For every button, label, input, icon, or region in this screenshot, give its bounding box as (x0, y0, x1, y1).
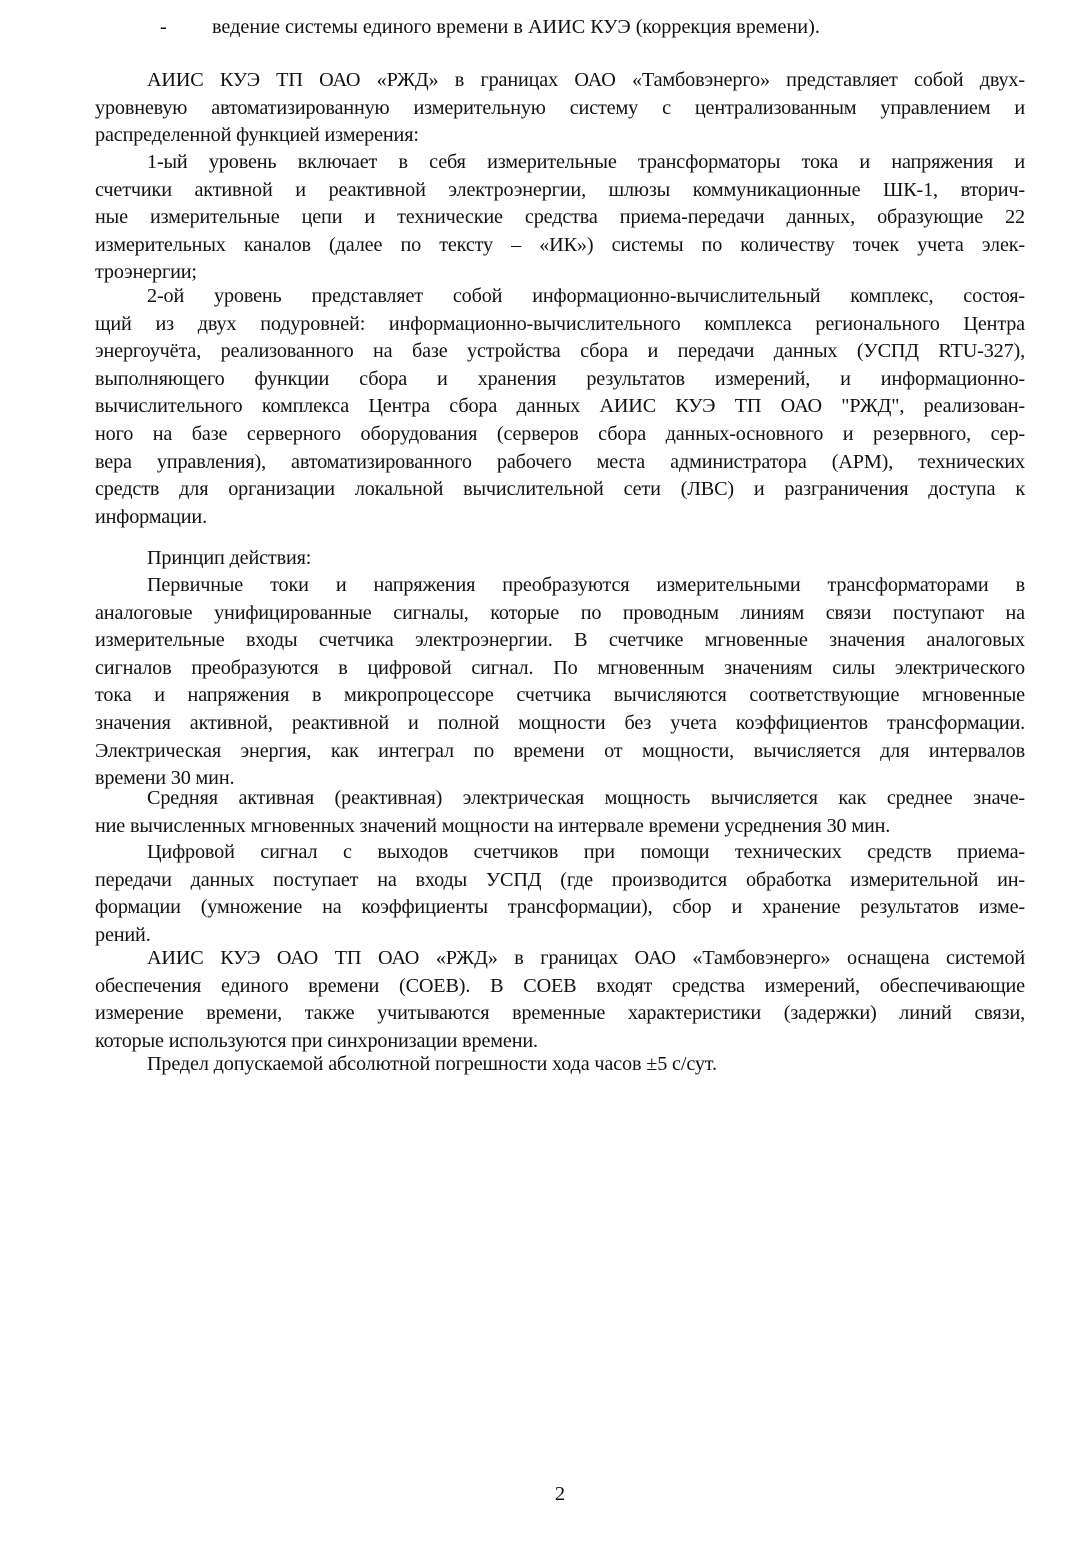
text-line: сигналов преобразуются в цифровой сигнал. По мгновенным значениям силы электрического (95, 656, 1025, 679)
text-line: вера управления), автоматизированного рабочего места администратора (АРМ), технических (95, 450, 1025, 473)
bullet-dash: - (160, 16, 167, 38)
text-line: измерительные входы счетчика электроэнергии. В счетчике мгновенные значения аналоговых (95, 629, 1025, 652)
text-line: Первичные токи и напряжения преобразуются измерительными трансформаторами в (147, 574, 1025, 596)
text-line: АИИС КУЭ ТП ОАО «РЖД» в границах ОАО «Тамбовэнерго» представляет собой двух- (147, 69, 1025, 91)
text-line: выполняющего функции сбора и хранения результатов измерений, и информационно- (95, 367, 1025, 390)
text-line: передачи данных поступает на входы УСПД (где производится обработка измерительной ин- (95, 868, 1025, 891)
text-line: распределенной функцией измерения: (95, 124, 419, 147)
paragraph-level-2 (95, 283, 1025, 531)
text-line: которые используются при синхронизации времени. (95, 1029, 538, 1052)
text-line: ные измерительные цепи и технические средства приема-передачи данных, образующие 22 (95, 206, 1025, 229)
paragraph-principle-2 (95, 785, 1025, 840)
text-line: времени 30 мин. (95, 767, 235, 790)
text-line: рений. (95, 923, 151, 946)
text-line: Предел допускаемой абсолютной погрешности хода часов ±5 с/сут. (147, 1053, 717, 1075)
text-line: Средняя активная (реактивная) электрическая мощность вычисляется как среднее значе- (147, 787, 1025, 809)
text-line: информации. (95, 505, 207, 528)
text-line: Принцип действия: (147, 547, 312, 569)
text-line: счетчики активной и реактивной электроэнергии, шлюзы коммуникационные ШК-1, вторич- (95, 178, 1025, 201)
text-line: аналоговые унифицированные сигналы, которые по проводным линиям связи поступают на (95, 601, 1025, 624)
section-heading-principle (95, 545, 1025, 573)
text-line: 1-ый уровень включает в себя измерительные трансформаторы тока и напряжения и (147, 151, 1025, 173)
text-line: энергоучёта, реализованного на базе устройства сбора и передачи данных (УСПД RTU-327), (95, 340, 1025, 363)
paragraph-level-1 (95, 149, 1025, 287)
text-line: ние вычисленных мгновенных значений мощности на интервале времени усреднения 30 мин. (95, 814, 891, 837)
text-line: АИИС КУЭ ОАО ТП ОАО «РЖД» в границах ОАО «Тамбовэнерго» оснащена системой (147, 947, 1025, 969)
text-line: формации (умножение на коэффициенты трансформации), сбор и хранение результатов изме- (95, 896, 1025, 919)
text-line: щий из двух подуровней: информационно-вычислительного комплекса регионального Центра (95, 312, 1025, 335)
text-line: уровневую автоматизированную измерительную систему с централизованным управлением и (95, 96, 1025, 119)
paragraph-soev (95, 945, 1025, 1055)
text-line: измерительных каналов (далее по тексту – «ИК») системы по количеству точек учета элек- (95, 233, 1025, 256)
text-line: Электрическая энергия, как интеграл по времени от мощности, вычисляется для интервалов (95, 739, 1025, 762)
paragraph-intro (95, 67, 1025, 150)
paragraph-principle-1 (95, 572, 1025, 793)
text-line: троэнергии; (95, 261, 197, 284)
page-number: 2 (554, 1483, 566, 1505)
paragraph-clock-error (95, 1051, 1025, 1079)
text-line: обеспечения единого времени (СОЕВ). В СОЕВ входят средства измерений, обеспечивающие (95, 974, 1025, 997)
text-line: вычислительного комплекса Центра сбора данных АИИС КУЭ ТП ОАО "РЖД", реализован- (95, 395, 1025, 418)
text-line: значения активной, реактивной и полной мощности без учета коэффициентов трансформации. (95, 711, 1025, 734)
paragraph-principle-3 (95, 839, 1025, 949)
text-line: 2-ой уровень представляет собой информационно-вычислительный комплекс, состоя- (147, 285, 1025, 307)
text-line: измерение времени, также учитываются временные характеристики (задержки) линий связи, (95, 1002, 1025, 1025)
bullet-item (160, 14, 820, 42)
text-line: Цифровой сигнал с выходов счетчиков при помощи технических средств приема- (147, 841, 1025, 863)
bullet-text: ведение системы единого времени в АИИС КУЭ (коррекция времени). (212, 16, 820, 38)
text-line: ного на базе серверного оборудования (серверов сбора данных-основного и резервного, сер- (95, 422, 1025, 445)
text-line: средств для организации локальной вычислительной сети (ЛВС) и разграничения доступа к (95, 478, 1025, 501)
text-line: тока и напряжения в микропроцессоре счетчика вычисляются соответствующие мгновенные (95, 684, 1025, 707)
